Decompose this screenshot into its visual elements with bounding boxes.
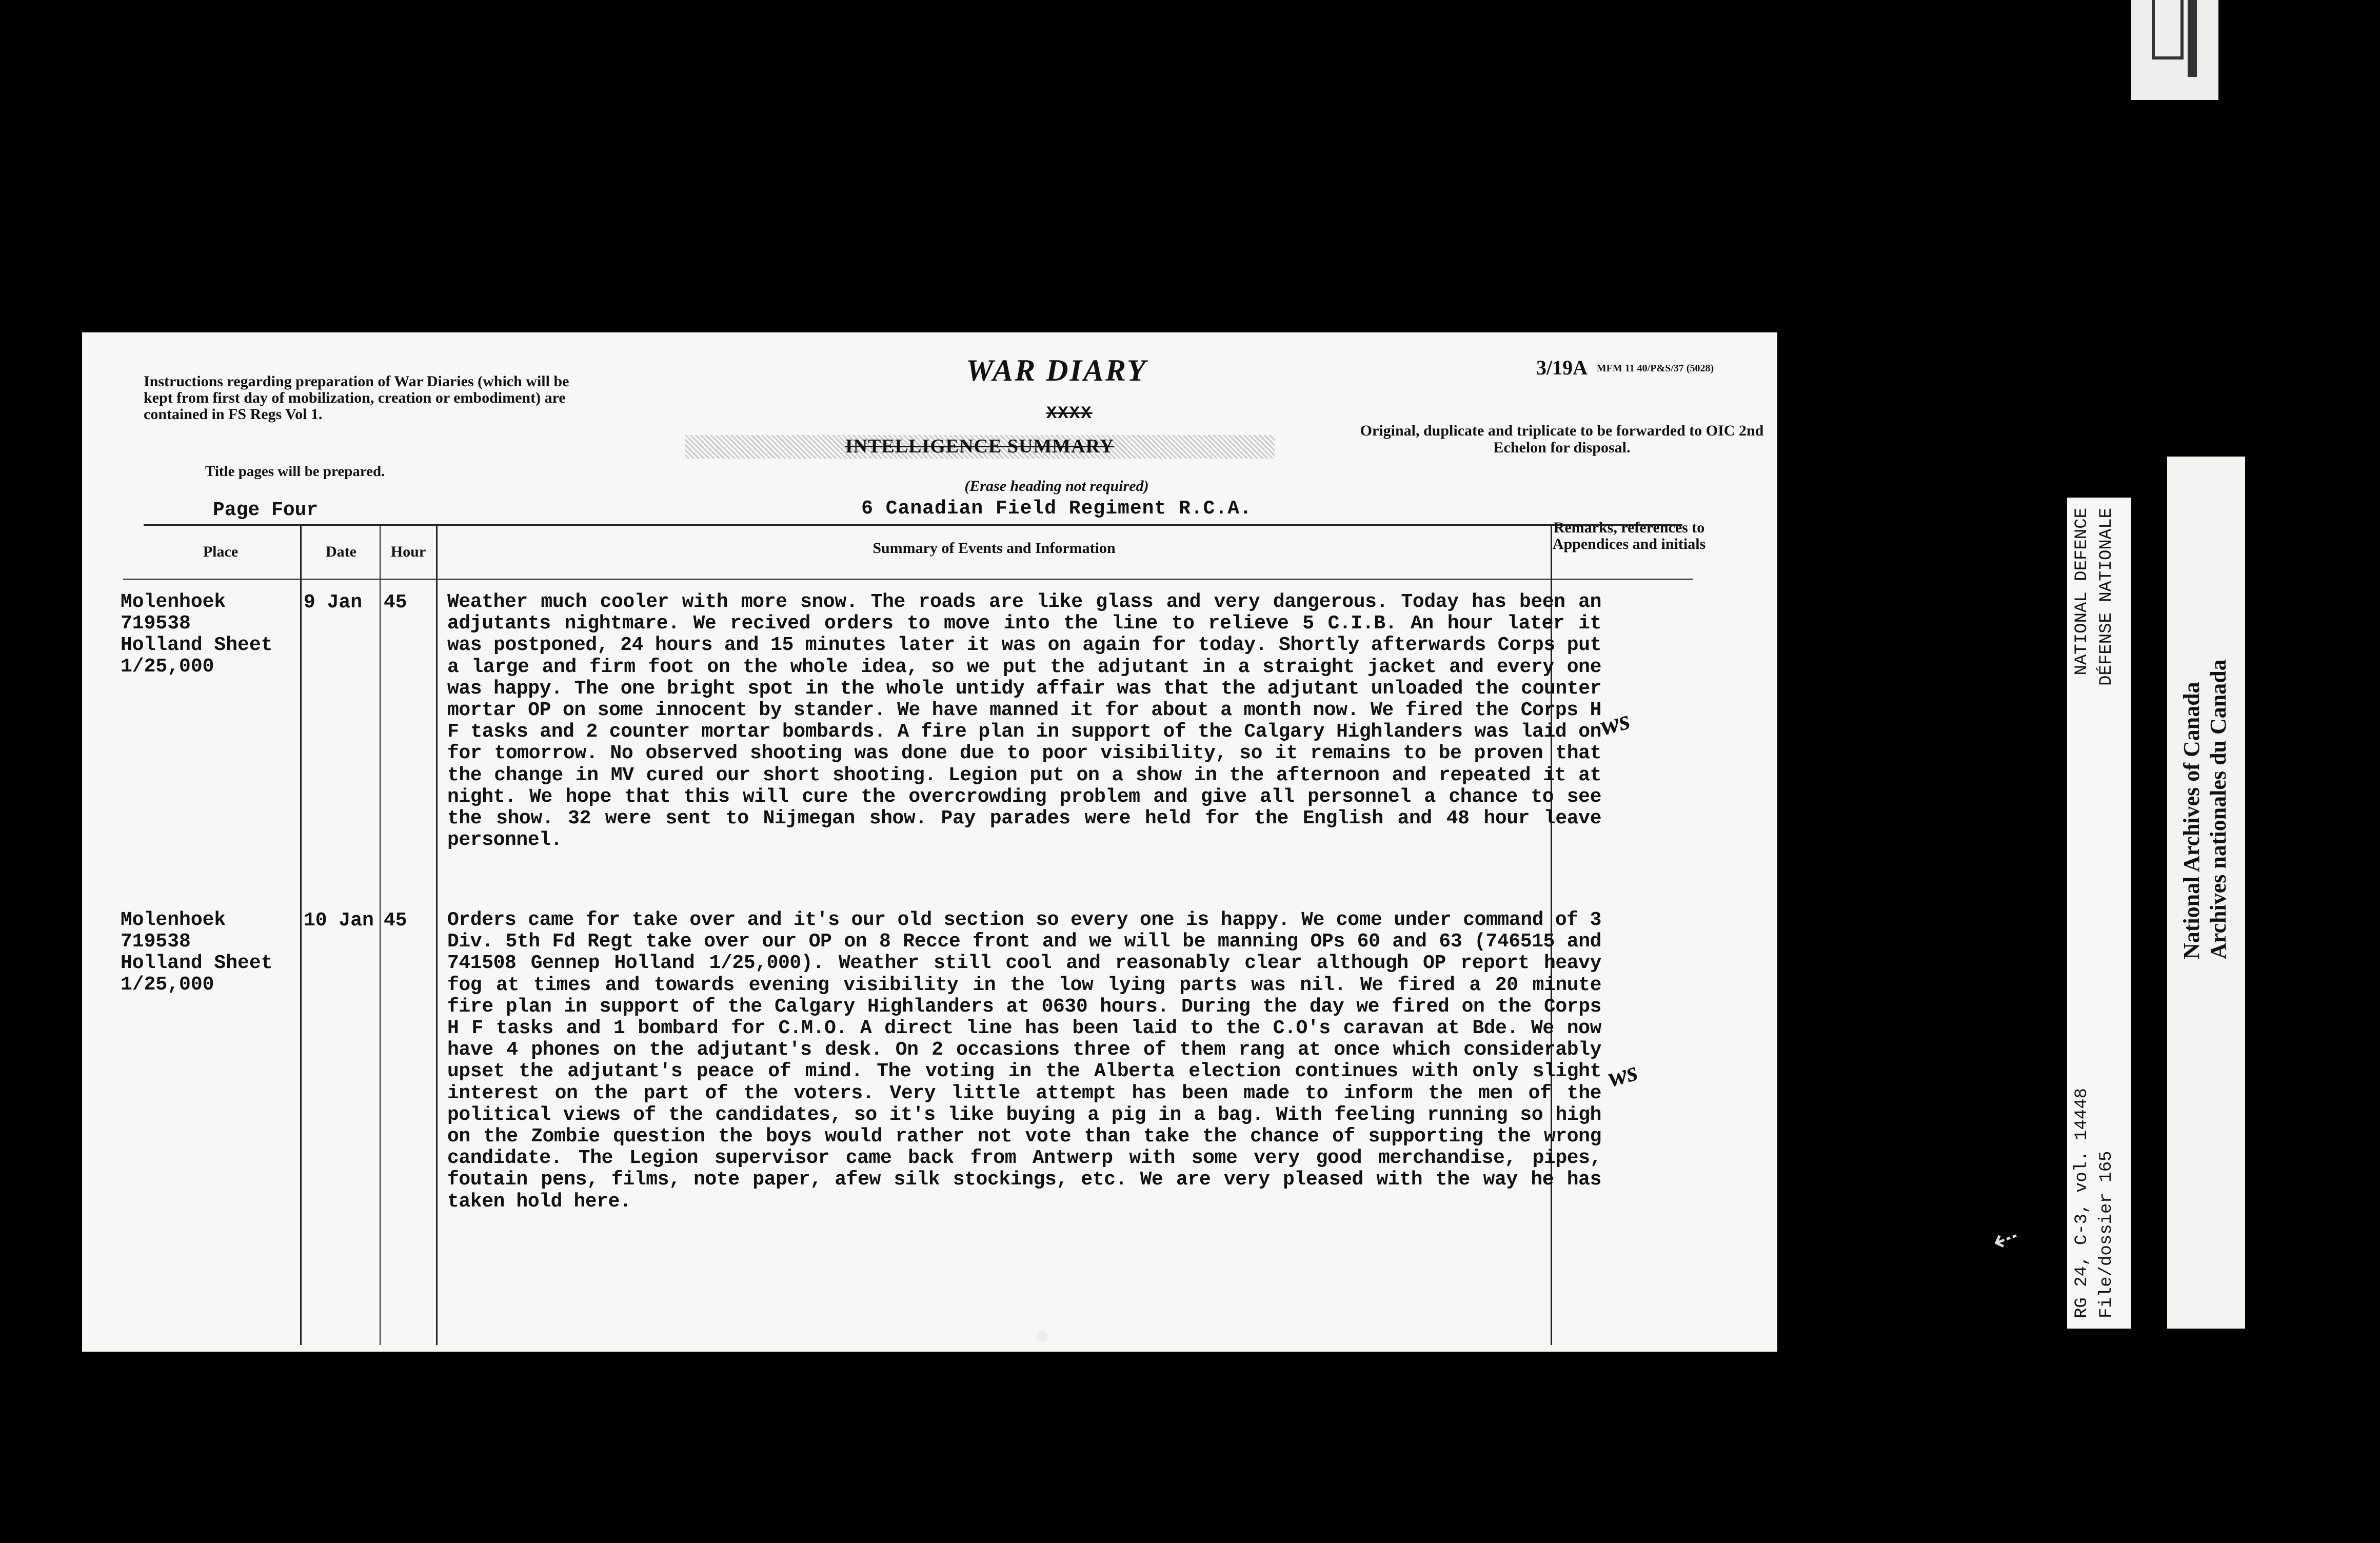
department-label: NATIONAL DEFENCE: [2072, 508, 2092, 676]
instructions-note: Instructions regarding preparation of War Diaries (which will be kept from first day of mobilization, creation or embodiment) are contained in FS Regs Vol 1.: [144, 373, 569, 423]
archive-name-fr: Archives nationales du Canada: [2206, 659, 2231, 959]
header-bottom-rule: [123, 579, 1693, 580]
entry-place: Molenhoek 719538 Holland Sheet 1/25,000: [121, 591, 273, 678]
war-diary-page: [82, 332, 1777, 1352]
erase-heading-note: (Erase heading not required): [964, 478, 1149, 494]
entry-summary: Weather much cooler with more snow. The roads are like glass and very dangerous. Today has been an adjutants nightmare. We recived orders to move into the line to relieve 5 C.I.B. An hour later it was postponed, 24 hours and 15 minutes later it was on again for today. Shortly afterwards Corps put a large and firm foot on the whole idea, so we put the adjutant in a straight jacket and every one was happy. The one bright spot in the whole untidy affair was that the adjutant unloaded the counter mortar OP on some innocent by stander. We have manned it for about a month now. We fired the Corps H F tasks and 2 counter mortar bombards. A fire plan in support of the Calgary Highlanders was laid on for tomorrow. No observed shooting was done due to poor visibility, so it remains to be proven that the change in MV cured our short shooting. Legion put on a show in the afternoon and repeated it at night. We hope that this will cure the overcrowding problem and give all personnel a chance to see the show. 32 were sent to Nijmegan show. Pay parades were held for the English and 48 hour leave personnel.: [447, 591, 1601, 852]
struck-heading-1: XXXX: [1046, 404, 1093, 424]
film-target-tab: [2131, 0, 2218, 100]
film-target-bar: [2188, 0, 2197, 77]
column-header-date: Date: [326, 543, 356, 560]
form-number: [1536, 355, 1714, 380]
form-code: MFM 11 40/P&S/37 (5028): [1596, 363, 1714, 374]
archive-label-card: [2167, 457, 2245, 1329]
record-group-ref: RG 24, C-3, vol. 14448: [2072, 1088, 2092, 1318]
page-number: Page Four: [213, 499, 319, 521]
column-header-hour: Hour: [390, 543, 426, 560]
page-blemish: [1036, 1330, 1048, 1342]
archive-label-text: [2167, 457, 2245, 1329]
film-target-notch: [2152, 0, 2184, 60]
department-label-fr: DÉFENSE NATIONALE: [2097, 508, 2116, 686]
entry-hour: 45: [384, 591, 407, 614]
document-title: WAR DIARY: [966, 353, 1147, 387]
archive-name-en: National Archives of Canada: [2179, 682, 2204, 959]
entry-date: 10 Jan: [304, 909, 374, 932]
table-top-rule: [144, 524, 1682, 526]
title-pages-note: Title pages will be prepared.: [205, 463, 385, 480]
entry-hour: 45: [384, 909, 407, 932]
column-rule-hour: [380, 524, 381, 1345]
column-header-remarks: Remarks, references to Appendices and initials: [1552, 519, 1706, 552]
entry-summary: Orders came for take over and it's our old section so every one is happy. We come under command of 3 Div. 5th Fd Regt take over our OP on 8 Recce front and we will be manning OPs 60 and 63 (746515 and 741508 Gennep Holland 1/25,000). Weather still cool and reasonably clear although OP report heavy fog at times and towards evening visibility in the low lying parts was nil. We fired a 20 minute fire plan in support of the Calgary Highlanders at 0630 hours. During the day we fired on the Corps H F tasks and 1 bombard for C.M.O. A direct line has been laid to the C.O's caravan at Bde. We now have 4 phones on the adjutant's desk. On 2 occasions three of them rang at once which considerably upset the adjutant's peace of mind. The voting in the Alberta election continues with only slight interest on the part of the voters. Very little attempt has been made to inform the men of the political views of the candidates, so it's like buying a pig in a bag. With feeling running so high on the Zombie question the boys would rather not vote than take the chance of supporting the wrong candidate. The Legion supervisor came back from Antwerp with some very good merchandise, pipes, foutain pens, films, note paper, afew silk stockings, etc. We are very pleased with the way he has taken hold here.: [447, 909, 1601, 1213]
column-header-summary: Summary of Events and Information: [872, 540, 1116, 557]
column-header-place: Place: [203, 543, 239, 560]
entry-date: 9 Jan: [304, 591, 363, 614]
stray-mark-icon: ⇠: [1988, 1218, 2024, 1259]
form-number-main: 3/19A: [1536, 356, 1586, 379]
reference-strip: [2067, 498, 2131, 1329]
column-rule-summary: [436, 524, 438, 1345]
file-ref: File/dossier 165: [2097, 1151, 2116, 1318]
entry-initials: ws: [1597, 704, 1633, 742]
entry-place: Molenhoek 719538 Holland Sheet 1/25,000: [121, 909, 273, 996]
reference-strip-text: [2067, 498, 2131, 1329]
distribution-note: Original, duplicate and triplicate to be forwarded to OIC 2nd Echelon for disposal.: [1360, 422, 1764, 456]
unit-name: 6 Canadian Field Regiment R.C.A.: [861, 498, 1252, 520]
struck-heading-2: INTELLIGENCE SUMMARY: [685, 435, 1275, 459]
entry-initials: ws: [1604, 1055, 1641, 1093]
